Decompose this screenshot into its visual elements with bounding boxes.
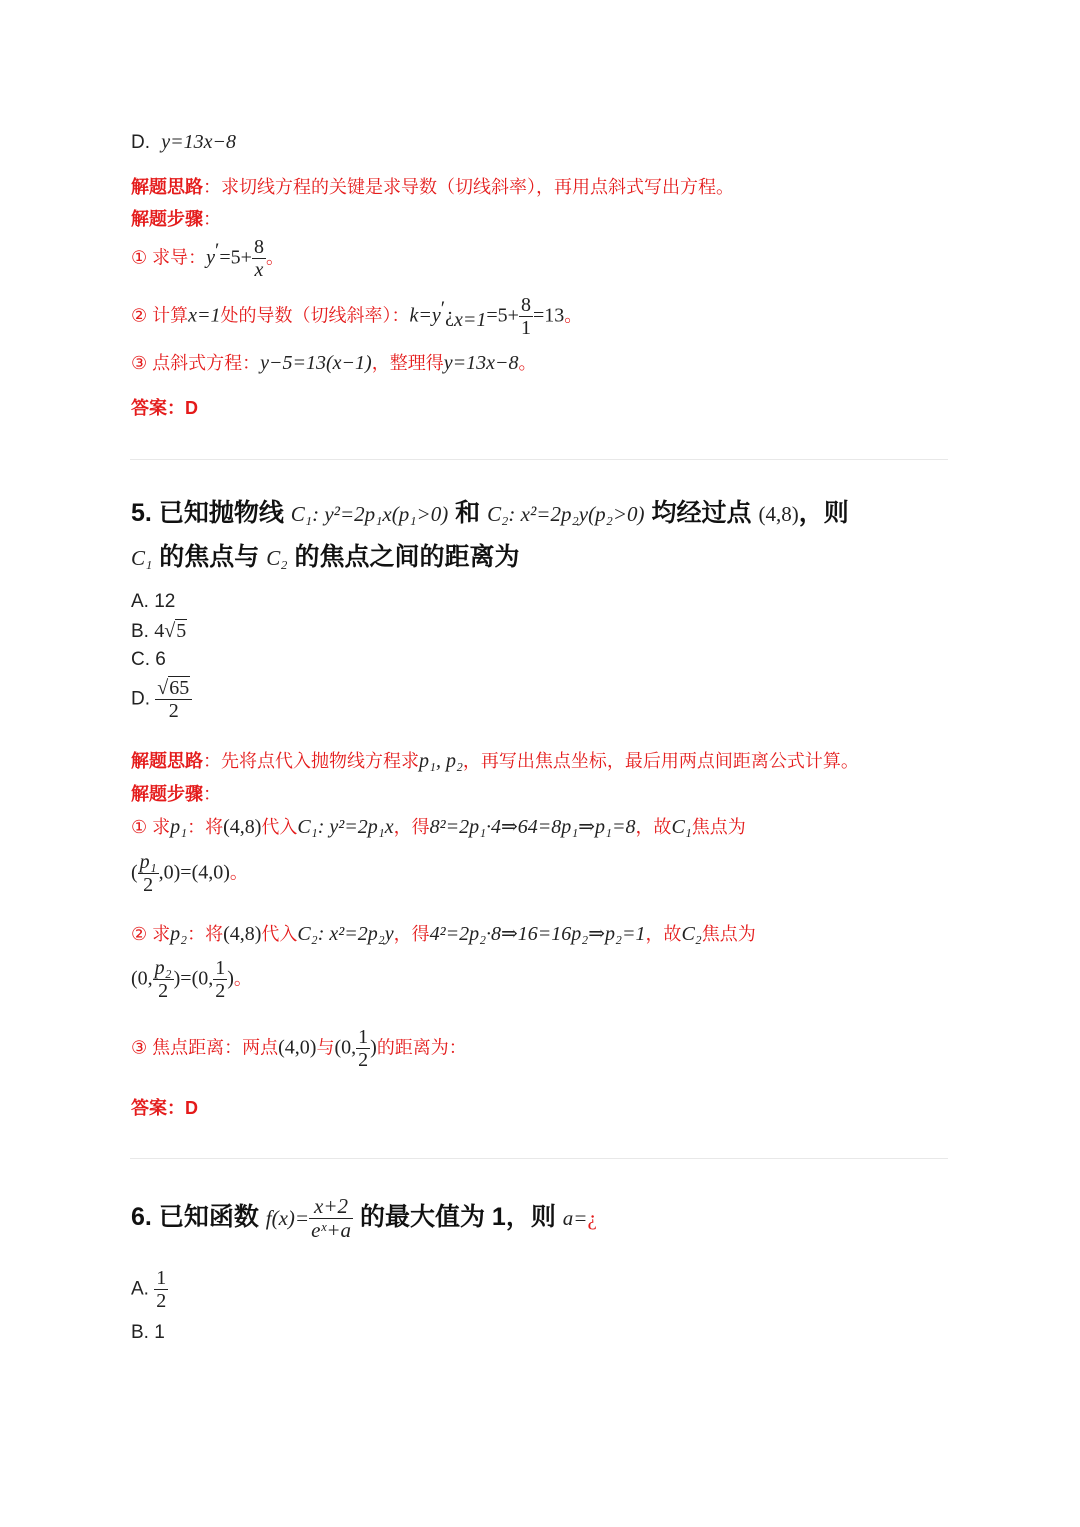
sqrt-icon: √ bbox=[164, 620, 176, 642]
title-text: 均经过点 bbox=[651, 499, 752, 527]
step-text: ：将 bbox=[187, 817, 224, 837]
option-coef: 4 bbox=[154, 620, 165, 642]
option-label: B. bbox=[131, 1322, 149, 1343]
fraction-1-over-2 bbox=[154, 1268, 168, 1311]
steps-label: 解题步骤 bbox=[131, 209, 203, 229]
title-text: 的焦点与 bbox=[159, 543, 260, 571]
step-text: ，整理得 bbox=[371, 353, 444, 373]
q5-step-1-focus bbox=[131, 852, 248, 895]
step-text: 的距离为： bbox=[376, 1037, 467, 1058]
option-label: A. bbox=[131, 591, 149, 612]
q6-option-a bbox=[131, 1268, 168, 1311]
fraction-p2-over-2 bbox=[153, 958, 174, 1001]
title-text: 已知函数 bbox=[158, 1203, 259, 1232]
step-text: ③ 点斜式方程： bbox=[131, 353, 261, 373]
fraction-8-over-x bbox=[252, 237, 266, 280]
prime-mark: ′ bbox=[440, 297, 446, 320]
q5-title-line-2 bbox=[131, 537, 520, 573]
option-expr: y=13x−8 bbox=[161, 131, 237, 153]
frac-num: p₁ bbox=[139, 851, 157, 873]
approach-text: ：求切线方程的关键是求导数（切线斜率），再用点斜式写出方程。 bbox=[203, 177, 734, 197]
approach-text: ：先将点代入抛物线方程求 bbox=[203, 751, 419, 771]
fraction-p1-over-2 bbox=[138, 852, 159, 895]
q5-approach bbox=[131, 747, 859, 773]
q4-step-3 bbox=[131, 349, 536, 375]
inverted-question-mark: ¿ bbox=[445, 304, 455, 327]
option-label: D. bbox=[131, 132, 150, 153]
q4-approach bbox=[131, 173, 734, 199]
period: 。 bbox=[564, 305, 583, 326]
approach-text: ，再写出焦点坐标，最后用两点间距离公式计算。 bbox=[462, 751, 859, 771]
q5-steps-heading bbox=[131, 780, 221, 806]
math-focus: ,0)=(4,0) bbox=[158, 861, 230, 884]
step-text: ② 计算 bbox=[131, 305, 189, 326]
step-text: ：将 bbox=[187, 924, 224, 944]
answer-text: 答案：D bbox=[131, 1098, 198, 1118]
frac-den: 2 bbox=[215, 980, 226, 1002]
option-value: 6 bbox=[155, 649, 166, 670]
title-text: 的焦点之间的距离为 bbox=[294, 543, 520, 571]
fraction-8-over-1 bbox=[519, 295, 533, 338]
fraction-sqrt65-over-2 bbox=[155, 678, 192, 721]
inverted-question-mark: ¿ bbox=[587, 1206, 597, 1231]
math-paren: ( bbox=[131, 861, 138, 884]
radicand: 5 bbox=[176, 620, 187, 642]
steps-colon: ： bbox=[203, 784, 221, 804]
math-cond: x=1 bbox=[188, 304, 221, 327]
math-point: (4,0) bbox=[278, 1036, 317, 1059]
math-c1-def: C₁: y²=2p₁x(p₁>0) bbox=[290, 502, 449, 526]
period: 。 bbox=[229, 862, 248, 883]
math-var: p₂ bbox=[170, 923, 188, 945]
math-calc: 8²=2p₁·4⇒64=8p₁⇒p₁=8 bbox=[429, 816, 636, 838]
option-label: C. bbox=[131, 649, 150, 670]
title-text: ，则 bbox=[798, 499, 849, 527]
option-value: 1 bbox=[154, 1322, 165, 1343]
frac-den: 2 bbox=[358, 1049, 369, 1071]
math-calc: 4²=2p₂·8⇒16=16p₂⇒p₂=1 bbox=[429, 923, 646, 945]
option-label: B. bbox=[131, 621, 149, 642]
radicand: 65 bbox=[169, 677, 190, 699]
option-label: D. bbox=[131, 688, 150, 710]
step-text: 处的导数（切线斜率）： bbox=[220, 305, 410, 326]
steps-label: 解题步骤 bbox=[131, 784, 203, 804]
prime-mark: ′ bbox=[215, 239, 220, 262]
math-a-eq: a= bbox=[562, 1206, 588, 1231]
math-point: (4,8) bbox=[758, 502, 799, 526]
frac-num: 8 bbox=[520, 294, 531, 316]
step-text: ② 求 bbox=[131, 924, 171, 944]
frac-den: eˣ+a bbox=[311, 1218, 352, 1242]
fraction-1-over-2 bbox=[356, 1027, 370, 1070]
math-k: k=y bbox=[409, 304, 441, 327]
q5-step-2-focus bbox=[131, 958, 252, 1001]
period: 。 bbox=[233, 968, 252, 989]
q5-step-3 bbox=[131, 1027, 467, 1070]
option-value: 12 bbox=[154, 591, 176, 612]
math-var: p₁ bbox=[170, 816, 188, 838]
step-text: ，故 bbox=[645, 924, 682, 944]
period: 。 bbox=[265, 247, 284, 268]
math-subscript: x=1 bbox=[454, 308, 487, 331]
question-number: 5. bbox=[131, 499, 152, 527]
q4-step-2 bbox=[131, 295, 582, 338]
q6-option-b bbox=[131, 1322, 165, 1344]
step-text: ，得 bbox=[393, 924, 430, 944]
frac-den: 2 bbox=[143, 874, 154, 896]
step-text: ，得 bbox=[393, 817, 430, 837]
math-paren: (0, bbox=[334, 1036, 357, 1059]
sqrt-icon: √ bbox=[157, 677, 169, 699]
q5-title-line-1 bbox=[131, 493, 849, 529]
math-y: y bbox=[206, 246, 216, 269]
frac-num: 1 bbox=[215, 957, 226, 979]
approach-label: 解题思路 bbox=[131, 177, 203, 197]
step-text: 与 bbox=[316, 1037, 335, 1058]
frac-num: 1 bbox=[358, 1026, 369, 1048]
fraction-function bbox=[309, 1196, 353, 1241]
answer-text: 答案：D bbox=[131, 398, 198, 418]
math-equation: C₁: y²=2p₁x bbox=[297, 816, 394, 838]
step-text: ③ 焦点距离：两点 bbox=[131, 1037, 279, 1058]
step-text: 焦点为 bbox=[701, 924, 756, 944]
math-vars: p₁, p₂ bbox=[419, 750, 463, 772]
math-line: y=13x−8 bbox=[443, 352, 519, 374]
math-paren: ) bbox=[370, 1036, 377, 1059]
frac-num: p₂ bbox=[154, 957, 172, 979]
math-point-slope: y−5=13(x−1) bbox=[260, 352, 372, 374]
q5-answer bbox=[131, 1094, 198, 1120]
math-curve: C₂ bbox=[681, 923, 702, 945]
step-text: ① 求 bbox=[131, 817, 171, 837]
step-text: 焦点为 bbox=[691, 817, 746, 837]
math-eq: =5+ bbox=[219, 246, 252, 269]
step-text: ① 求导： bbox=[131, 247, 207, 268]
q5-option-c bbox=[131, 649, 166, 671]
question-number: 6. bbox=[131, 1203, 152, 1232]
frac-den: 1 bbox=[520, 317, 531, 339]
step-text: 代入 bbox=[261, 924, 298, 944]
frac-den: x bbox=[254, 259, 264, 281]
math-point: (4,8) bbox=[223, 923, 262, 945]
math-point: (4,8) bbox=[223, 816, 262, 838]
q5-option-d bbox=[131, 678, 192, 721]
q4-option-d bbox=[131, 131, 236, 154]
frac-num: 8 bbox=[253, 236, 264, 258]
math-c2: C₂ bbox=[266, 546, 288, 570]
fraction-1-over-2 bbox=[213, 958, 227, 1001]
option-label: A. bbox=[131, 1278, 149, 1300]
q4-steps-heading bbox=[131, 205, 221, 231]
q5-step-1 bbox=[131, 813, 746, 839]
math-eq: =5+ bbox=[486, 304, 519, 327]
math-f-lhs: f(x)= bbox=[265, 1206, 310, 1231]
q5-option-a bbox=[131, 591, 175, 613]
math-paren: ) bbox=[227, 967, 234, 990]
title-text: 和 bbox=[455, 499, 481, 527]
math-c1: C₁ bbox=[131, 546, 153, 570]
frac-num: x+2 bbox=[309, 1196, 353, 1219]
frac-den: 2 bbox=[158, 980, 169, 1002]
step-text: 代入 bbox=[261, 817, 298, 837]
math-equation: C₂: x²=2p₂y bbox=[297, 923, 394, 945]
title-text: 的最大值为 1，则 bbox=[359, 1203, 556, 1232]
step-text: ，故 bbox=[635, 817, 672, 837]
approach-label: 解题思路 bbox=[131, 751, 203, 771]
divider bbox=[130, 1158, 948, 1159]
q4-step-1 bbox=[131, 237, 284, 280]
math-paren: (0, bbox=[131, 967, 153, 990]
period: 。 bbox=[518, 353, 537, 373]
math-c2-def: C₂: x²=2p₂y(p₂>0) bbox=[487, 502, 645, 526]
frac-den: 2 bbox=[156, 1290, 167, 1312]
math-result: =13 bbox=[532, 304, 565, 327]
q5-step-2 bbox=[131, 920, 756, 946]
q4-answer bbox=[131, 394, 198, 420]
q5-option-b bbox=[131, 620, 187, 643]
q6-title bbox=[131, 1196, 597, 1241]
title-text: 已知抛物线 bbox=[158, 499, 284, 527]
divider bbox=[130, 459, 948, 460]
math-curve: C₁ bbox=[671, 816, 692, 838]
frac-den: 2 bbox=[168, 700, 179, 722]
steps-colon: ： bbox=[203, 209, 221, 229]
math-eq: )=(0, bbox=[173, 967, 214, 990]
frac-num: 1 bbox=[156, 1267, 167, 1289]
